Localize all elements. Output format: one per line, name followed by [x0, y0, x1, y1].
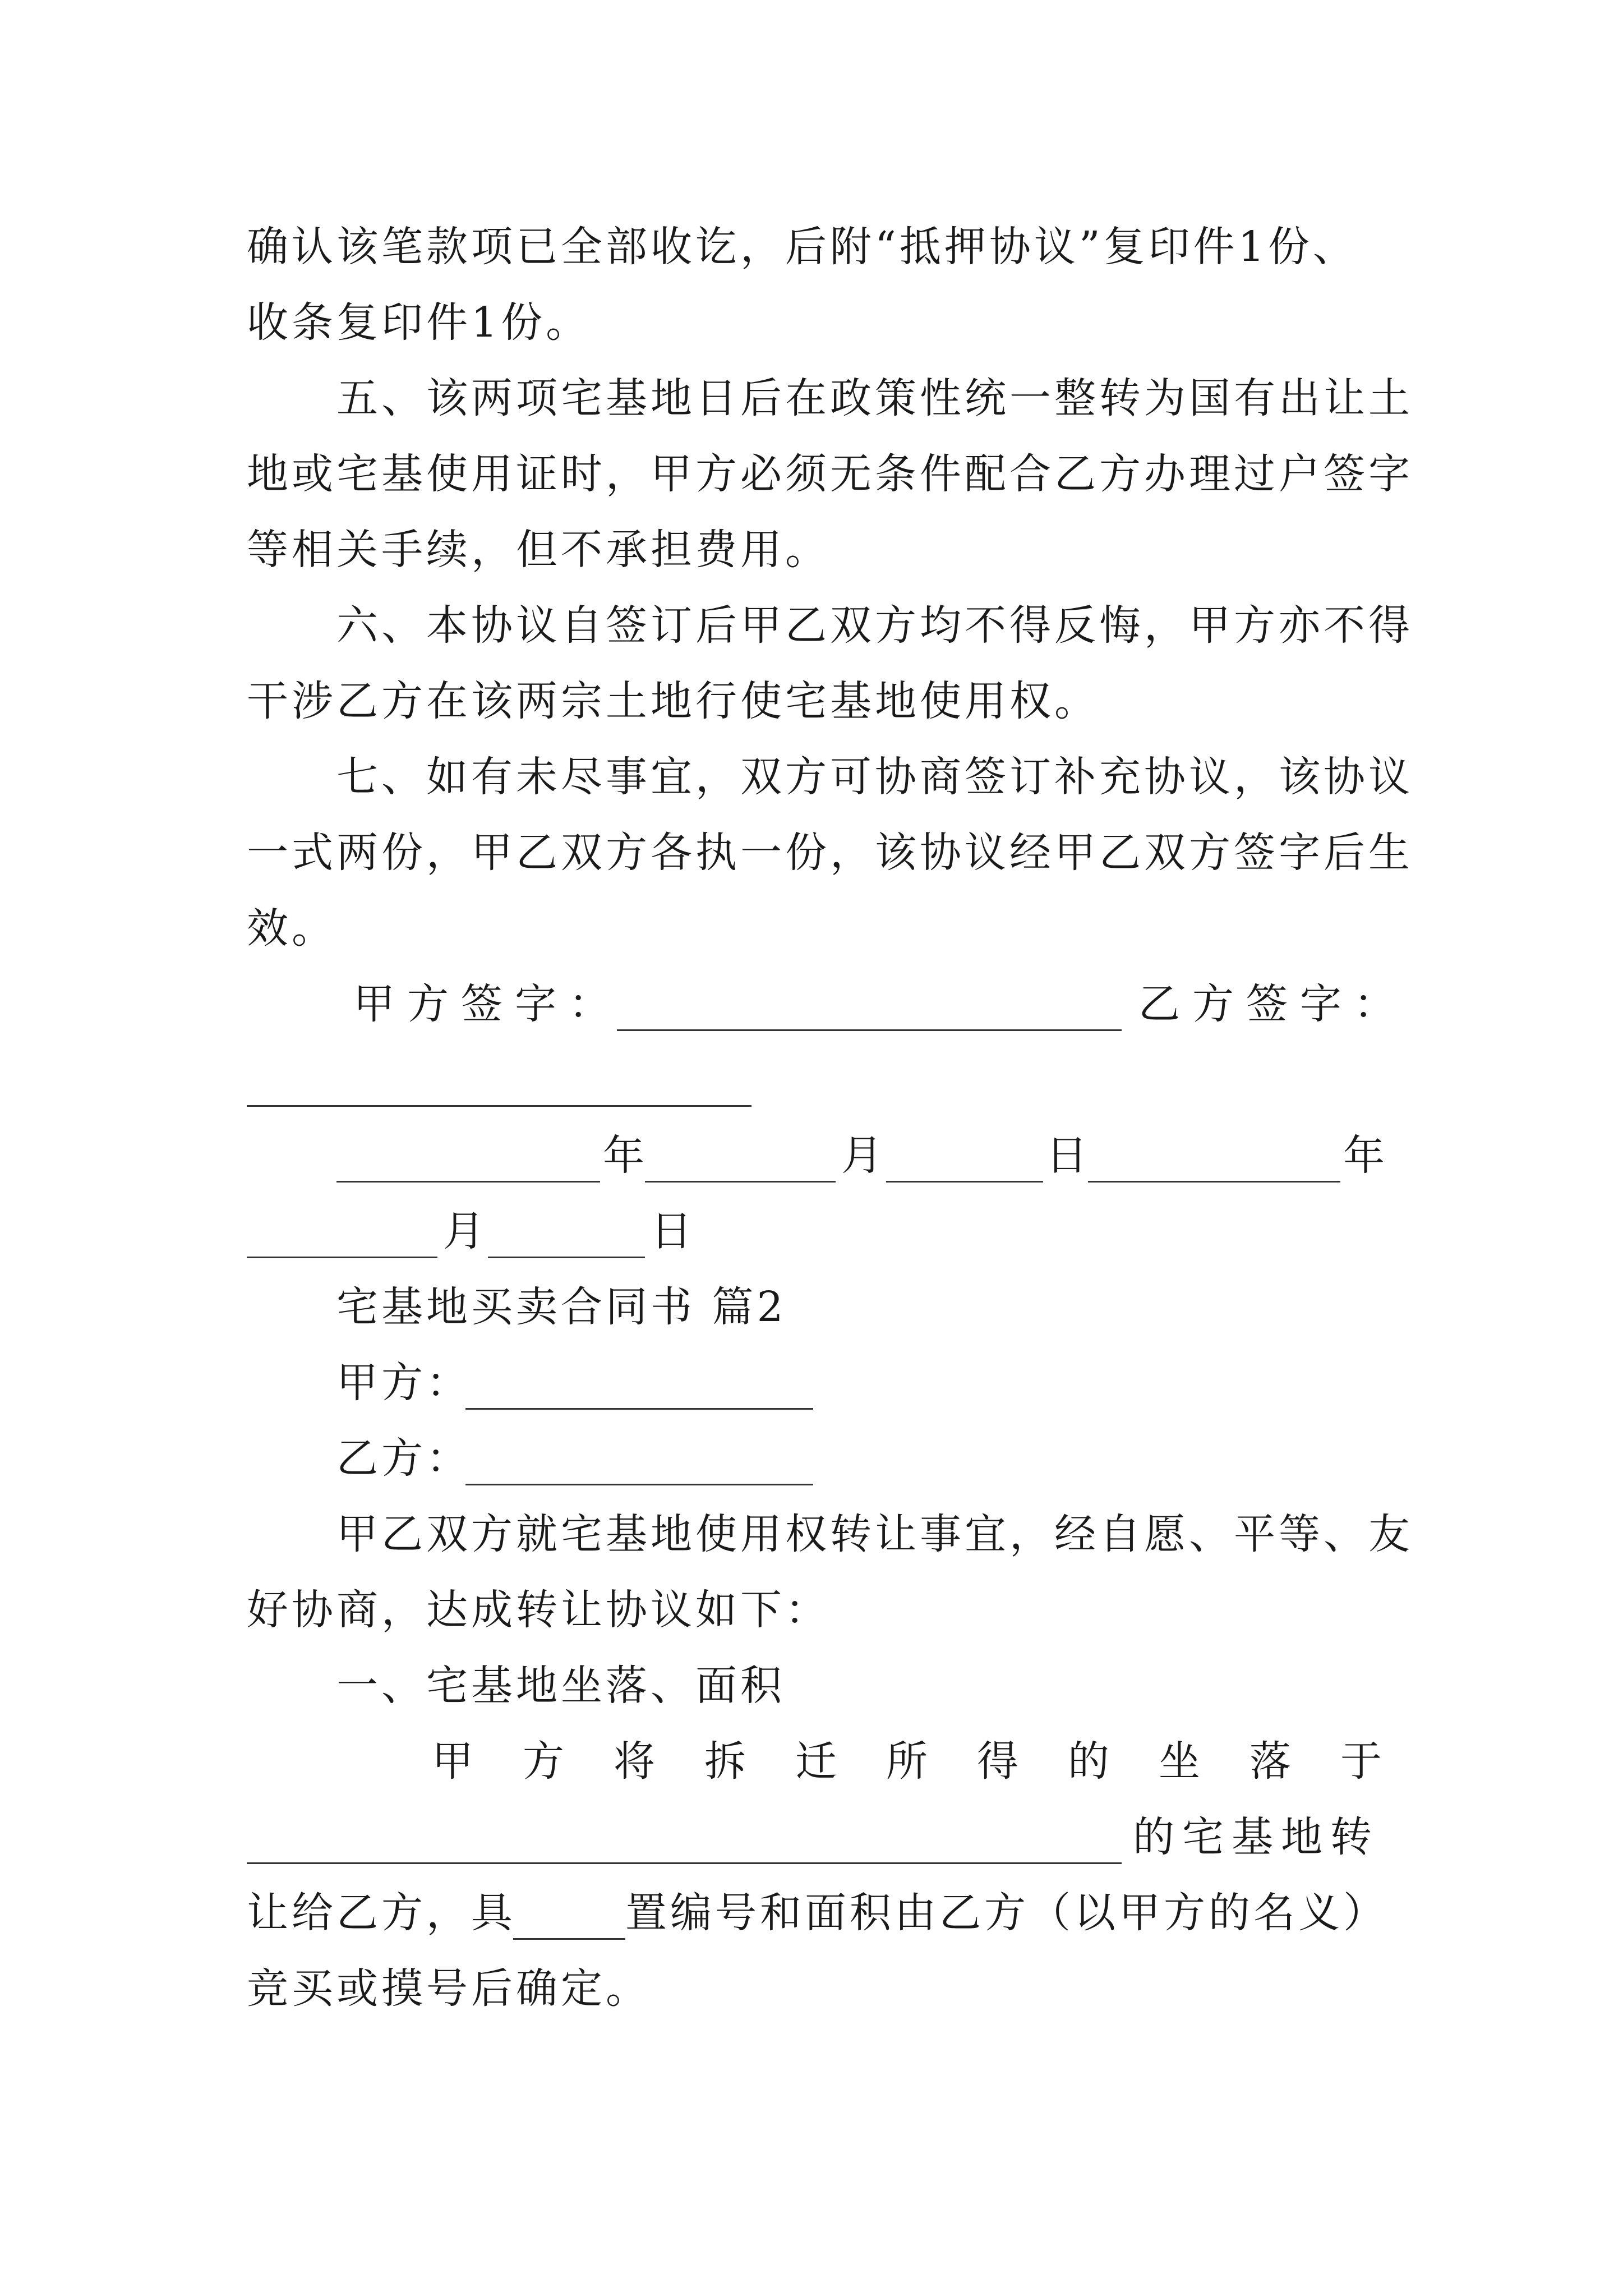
month-label: 月	[443, 1207, 488, 1255]
position-blank[interactable]	[513, 1938, 625, 1940]
char: 得	[977, 1737, 1022, 1786]
char: 迁	[795, 1737, 840, 1786]
paragraph-line: 置编号和面积由乙方（以甲方的名义）	[625, 1889, 1388, 1937]
char: 于	[1340, 1737, 1385, 1786]
spread-text-line	[432, 1733, 1385, 1789]
year-label: 年	[1343, 1131, 1388, 1180]
party-a-day-blank[interactable]	[886, 1181, 1043, 1182]
party-a-signature-label: 甲方签字：	[353, 980, 623, 1028]
party-b-month-blank[interactable]	[247, 1257, 437, 1258]
paragraph-line: 甲乙双方就宅基地使用权转让事宜，经自愿、平等、友	[336, 1510, 1413, 1558]
char: 落	[1249, 1737, 1294, 1786]
party-b-name-blank[interactable]	[465, 1484, 813, 1485]
party-a-label: 甲方：	[336, 1359, 471, 1407]
paragraph-line: 的宅基地转	[1133, 1813, 1380, 1861]
paragraph-line: 五、该两项宅基地日后在政策性统一整转为国有出让土	[336, 374, 1413, 422]
paragraph-line: 让给乙方，具	[247, 1889, 516, 1937]
paragraph-line: 七、如有未尽事宜，双方可协商签订补充协议，该协议	[336, 753, 1413, 801]
paragraph-line: 干涉乙方在该两宗土地行使宅基地使用权。	[247, 677, 1099, 725]
party-a-month-blank[interactable]	[645, 1181, 836, 1182]
char: 所	[886, 1737, 931, 1786]
party-a-year-blank[interactable]	[336, 1181, 600, 1182]
paragraph-line: 收条复印件1份。	[247, 298, 591, 347]
month-label: 月	[841, 1131, 886, 1180]
char: 的	[1068, 1737, 1113, 1786]
party-b-signature-label: 乙方签字：	[1138, 980, 1408, 1028]
day-label: 日	[1046, 1131, 1091, 1180]
party-b-year-blank[interactable]	[1088, 1181, 1340, 1182]
day-label: 日	[651, 1207, 695, 1255]
location-blank[interactable]	[247, 1862, 1122, 1864]
paragraph-line: 好协商，达成转让协议如下：	[247, 1586, 830, 1634]
party-b-label: 乙方：	[336, 1434, 471, 1483]
party-a-name-blank[interactable]	[465, 1408, 813, 1410]
paragraph-line: 等相关手续，但不承担费用。	[247, 526, 830, 574]
item-heading: 一、宅基地坐落、面积	[336, 1662, 785, 1710]
paragraph-line: 地或宅基使用证时，甲方必须无条件配合乙方办理过户签字	[247, 450, 1413, 498]
char: 坐	[1159, 1737, 1204, 1786]
char: 将	[614, 1737, 658, 1786]
party-b-day-blank[interactable]	[488, 1257, 645, 1258]
char: 拆	[704, 1737, 749, 1786]
paragraph-line: 六、本协议自签订后甲乙双方均不得反悔，甲方亦不得	[336, 601, 1413, 650]
party-a-signature-blank[interactable]	[617, 1029, 1122, 1031]
party-b-signature-blank[interactable]	[247, 1105, 751, 1107]
paragraph-line: 确认该笔款项已全部收讫，后附“抵押协议”复印件1份、	[247, 223, 1358, 271]
paragraph-line: 一式两份，甲乙双方各执一份，该协议经甲乙双方签字后生	[247, 829, 1413, 877]
paragraph-line: 效。	[247, 904, 336, 953]
char: 甲	[432, 1737, 477, 1786]
paragraph-line: 竞买或摸号后确定。	[247, 1964, 651, 2013]
year-label: 年	[603, 1131, 648, 1180]
char: 方	[523, 1737, 568, 1786]
section-title: 宅基地买卖合同书 篇2	[336, 1283, 787, 1331]
